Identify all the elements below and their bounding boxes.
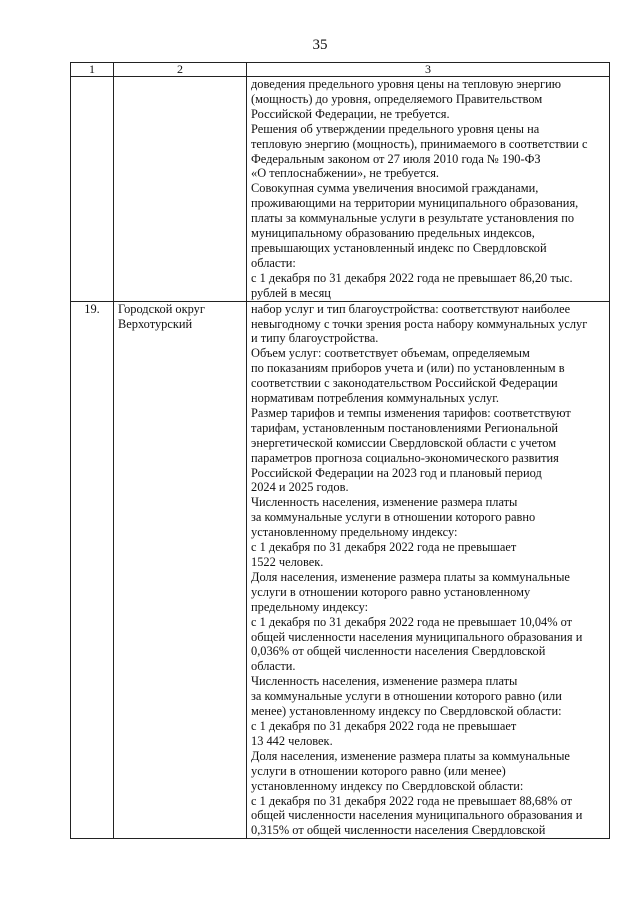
text-line: 2024 и 2025 годов.: [251, 480, 349, 495]
text-line: набор услуг и тип благоустройства: соответствуют наиболее: [251, 301, 571, 316]
text-line: соответствии с законодательством Российской Федерации: [251, 376, 558, 391]
text-line: с 1 декабря по 31 декабря 2022 года не превышает 10,04% от: [251, 614, 573, 629]
text-line: области:: [251, 255, 296, 270]
text-line: Верхотурский: [118, 316, 193, 331]
text-line: предельному индексу:: [251, 599, 369, 614]
text-line: параметров прогноза социально-экономического развития: [251, 450, 559, 465]
text-line: 1522 человек.: [251, 555, 324, 569]
text-line: Размер тарифов и темпы изменения тарифов: соответствуют: [251, 405, 571, 420]
text-line: за коммунальные услуги в отношении которого равно: [251, 510, 536, 525]
text-line: Объем услуг: соответствует объемам, определяемым: [251, 346, 530, 361]
text-line: общей численности населения муниципального образования и: [251, 808, 583, 823]
text-line: области.: [251, 659, 296, 674]
row-name-cell: [114, 301, 247, 839]
text-line: доведения предельного уровня цены на тепловую энергию: [251, 77, 561, 91]
row-description-cell: [247, 301, 610, 839]
text-line: Доля населения, изменение размера платы за коммунальные: [251, 569, 570, 584]
text-line: и типу благоустройства.: [251, 331, 379, 346]
table-row-continuation: [71, 77, 610, 302]
header-col-2: 2: [114, 63, 247, 77]
text-line: установленному индексу по Свердловской области:: [251, 778, 524, 793]
text-line: Решения об утверждении предельного уровня цены на: [251, 121, 540, 136]
text-line: общей численности населения муниципального образования и: [251, 629, 583, 644]
text-line: невыгодному с точки зрения роста набору коммунальных услуг: [251, 316, 588, 331]
text-line: Доля населения, изменение размера платы за коммунальные: [251, 748, 570, 763]
text-line: нормативам потребления коммунальных услуг.: [251, 391, 500, 406]
text-line: Численность населения, изменение размера платы: [251, 674, 518, 689]
text-line: проживающими на территории муниципального образования,: [251, 196, 579, 211]
text-line: услуги в отношении которого равно установленному: [251, 584, 531, 599]
document-table: [70, 62, 610, 839]
row-description-cell: [247, 77, 610, 302]
text-line: с 1 декабря по 31 декабря 2022 года не превышает: [251, 540, 517, 555]
text-line: рублей в месяц: [251, 285, 331, 300]
row-number-cell: [71, 77, 114, 302]
text-line: 0,036% от общей численности населения Свердловской: [251, 644, 546, 659]
text-line: Городской округ: [118, 301, 205, 316]
text-line: тепловую энергию (мощность), принимаемого в соответствии с: [251, 136, 588, 151]
text-line: тарифам, установленным постановлениями Региональной: [251, 420, 559, 435]
text-line: «О теплоснабжении», не требуется.: [251, 166, 439, 181]
table-row-19: [71, 301, 610, 839]
text-line: муниципальному образованию предельных индексов,: [251, 226, 535, 241]
text-line: 0,315% от общей численности населения Свердловской: [251, 823, 546, 838]
text-line: по показаниям приборов учета и (или) по установленным в: [251, 361, 565, 376]
text-line: платы за коммунальные услуги в результате установления по: [251, 211, 575, 226]
page-number: 35: [312, 37, 328, 53]
text-line: энергетической комиссии Свердловской области с учетом: [251, 435, 557, 450]
text-line: Российской Федерации, не требуется.: [251, 106, 450, 121]
row-number-cell: 19.: [71, 301, 114, 839]
text-line: превышающих установленный индекс по Свердловской: [251, 240, 547, 255]
header-col-1: 1: [71, 63, 114, 77]
text-line: с 1 декабря по 31 декабря 2022 года не превышает: [251, 718, 517, 733]
text-line: Численность населения, изменение размера платы: [251, 495, 518, 510]
header-col-3: 3: [247, 63, 610, 77]
text-line: Совокупная сумма увеличения вносимой гражданами,: [251, 181, 539, 196]
text-line: Федеральным законом от 27 июля 2010 года № 190-ФЗ: [251, 151, 541, 166]
table-header-row: [71, 63, 610, 77]
text-line: установленному предельному индексу:: [251, 525, 458, 540]
text-line: менее) установленному индексу по Свердловской области:: [251, 704, 562, 719]
text-line: за коммунальные услуги в отношении которого равно (или: [251, 689, 562, 704]
text-line: 13 442 человек.: [251, 733, 333, 748]
text-line: с 1 декабря по 31 декабря 2022 года не превышает 86,20 тыс.: [251, 270, 573, 285]
text-line: с 1 декабря по 31 декабря 2022 года не превышает 88,68% от: [251, 793, 573, 808]
row-name-cell: [114, 77, 247, 302]
text-line: Российской Федерации на 2023 год и плановый период: [251, 465, 542, 480]
text-line: услуги в отношении которого равно (или менее): [251, 763, 506, 778]
text-line: (мощность) до уровня, определяемого Правительством: [251, 91, 543, 106]
